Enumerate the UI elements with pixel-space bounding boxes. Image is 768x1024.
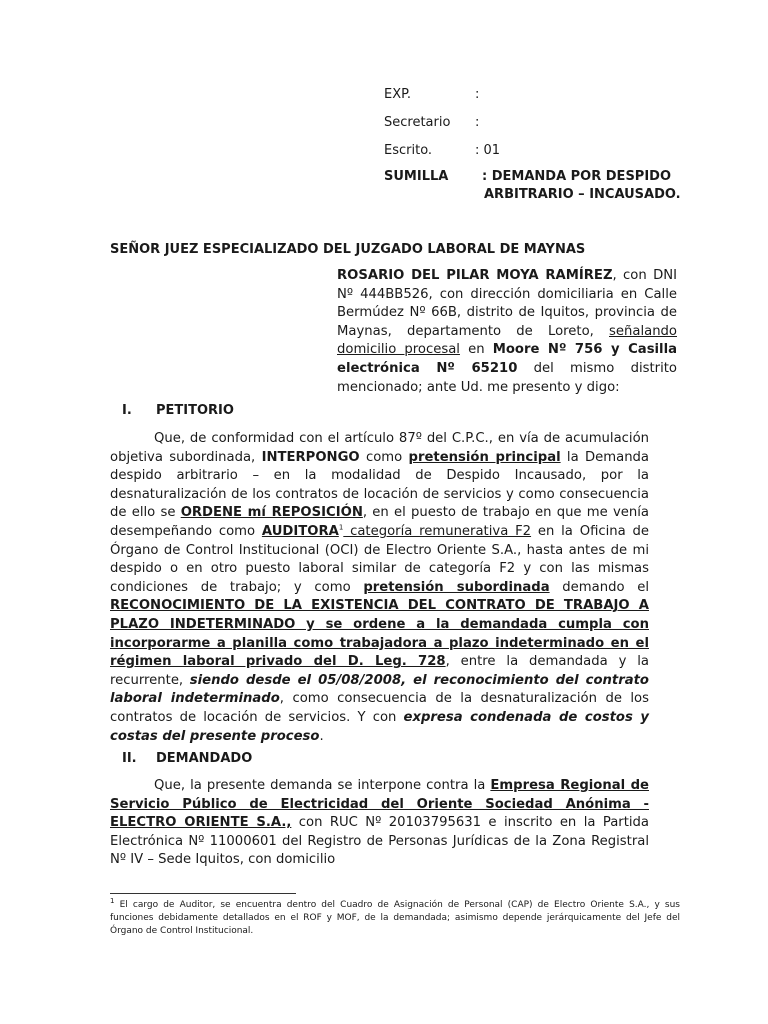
petitorio-text-5: en la Oficina de Órgano de Control Institucional (OCI) de Electro Oriente S.A., hasta antes de mi despido o en otro puesto laboral similar de categoría F2 y con las mismas condiciones de trabajo; y como — [110, 523, 650, 595]
categoria-remunerativa: categoría remunerativa F2 — [343, 523, 532, 539]
petitorio-text-3: la Demanda despido arbitrario – en la modalidad de Despido Incausado, por la desnaturalización de los contratos de locación de servicios y como consecuencia de ello se — [110, 449, 649, 521]
pretension-principal: pretensión principal — [408, 449, 561, 465]
petitorio-text-1: Que, de conformidad con el artículo 87º del C.P.C., en vía de acumulación objetiva subordinada, — [110, 431, 649, 465]
escrito-label: Escrito. — [384, 143, 433, 158]
secretario-colon: : — [475, 115, 480, 130]
auditora: AUDITORA — [261, 523, 339, 539]
footnote — [110, 899, 680, 938]
sumilla-line-2: ARBITRARIO – INCAUSADO. — [484, 187, 681, 202]
ordene-reposicion: ORDENE mí REPOSICIÓN — [180, 505, 363, 521]
party-intro — [337, 267, 677, 397]
section-2-title: DEMANDADO — [156, 751, 253, 766]
domicilio-procesal: señalando domicilio procesal — [337, 323, 677, 358]
exp-label: EXP. — [384, 87, 412, 102]
party-name: ROSARIO DEL PILAR MOYA RAMÍREZ — [337, 268, 613, 283]
empresa-demandada: Empresa Regional de Servicio Público de Electricidad del Oriente Sociedad Anónima - ELECTRO ORIENTE S.A., — [110, 778, 649, 831]
petitorio-text-6: demando el — [549, 579, 649, 595]
party-text-1: , con DNI Nº 444BB526, con dirección domiciliaria en Calle Bermúdez Nº 66B, distrito de Iquitos, provincia de Maynas, departamento de Loreto, — [337, 268, 677, 339]
footnote-ref: 1 — [338, 523, 344, 532]
interpongo: INTERPONGO — [261, 449, 360, 465]
petitorio-text-7: , entre la demandada y la recurrente, — [110, 654, 649, 688]
demandado-text-2: con RUC Nº 20103795631 e inscrito en la Partida Electrónica Nº 11000601 del Registro de Personas Jurídicas de la Zona Registral Nº IV – Sede Iquitos, con domicilio — [110, 815, 649, 868]
footnote-text: El cargo de Auditor, se encuentra dentro del Cuadro de Asignación de Personal (CAP) de Electro Oriente S.A., y sus funciones debidamente detallados en el ROF y MOF, de la demandada; asimismo depende jerárquicamente del Jefe del Órgano de Control Institucional. — [110, 900, 680, 936]
expresa-condena: expresa condenada de costos y costas del presente proceso — [110, 709, 649, 744]
petitorio-text-9: . — [319, 728, 324, 744]
demandado-text-1: Que, la presente demanda se interpone contra la — [154, 778, 491, 793]
escrito-value: : 01 — [475, 143, 501, 158]
party-text-3: del mismo distrito mencionado; ante Ud. me presento y digo: — [337, 360, 677, 395]
casilla-electronica: Moore Nº 756 y Casilla electrónica Nº 65210 — [337, 342, 678, 376]
reconocimiento: RECONOCIMIENTO DE LA EXISTENCIA DEL CONTRATO DE TRABAJO A PLAZO INDETERMINADO y se ordene a la demandada cumpla con incorporarme a planilla como trabajadora a plazo indeterminado en el régimen laboral privado del D. Leg. 728 — [110, 598, 649, 670]
demandado-paragraph — [110, 777, 649, 870]
sumilla-label: SUMILLA — [384, 169, 449, 184]
sumilla-line-1: : DEMANDA POR DESPIDO — [482, 169, 672, 184]
footnote-marker: 1 — [110, 897, 115, 905]
petitorio-paragraph — [110, 430, 649, 746]
pretension-subordinada: pretensión subordinada — [363, 579, 550, 595]
section-1-number: I. — [122, 403, 132, 418]
section-1-title: PETITORIO — [156, 403, 234, 418]
petitorio-text-4: , en el puesto de trabajo en que me venía desempeñando como — [110, 505, 649, 539]
secretario-label: Secretario — [384, 115, 451, 130]
petitorio-text-8: , como consecuencia de la desnaturalización de los contratos de locación de servicios. Y con — [110, 691, 649, 725]
footnote-separator — [110, 893, 296, 894]
siendo-desde: siendo desde el 05/08/2008, el reconocimiento del contrato laboral indeterminado — [110, 672, 649, 707]
party-text-2: en — [459, 342, 493, 358]
exp-colon: : — [475, 87, 480, 102]
petitorio-text-2: como — [359, 449, 409, 465]
addressee-heading: SEÑOR JUEZ ESPECIALIZADO DEL JUZGADO LABORAL DE MAYNAS — [110, 242, 586, 257]
section-2-number: II. — [122, 751, 137, 766]
